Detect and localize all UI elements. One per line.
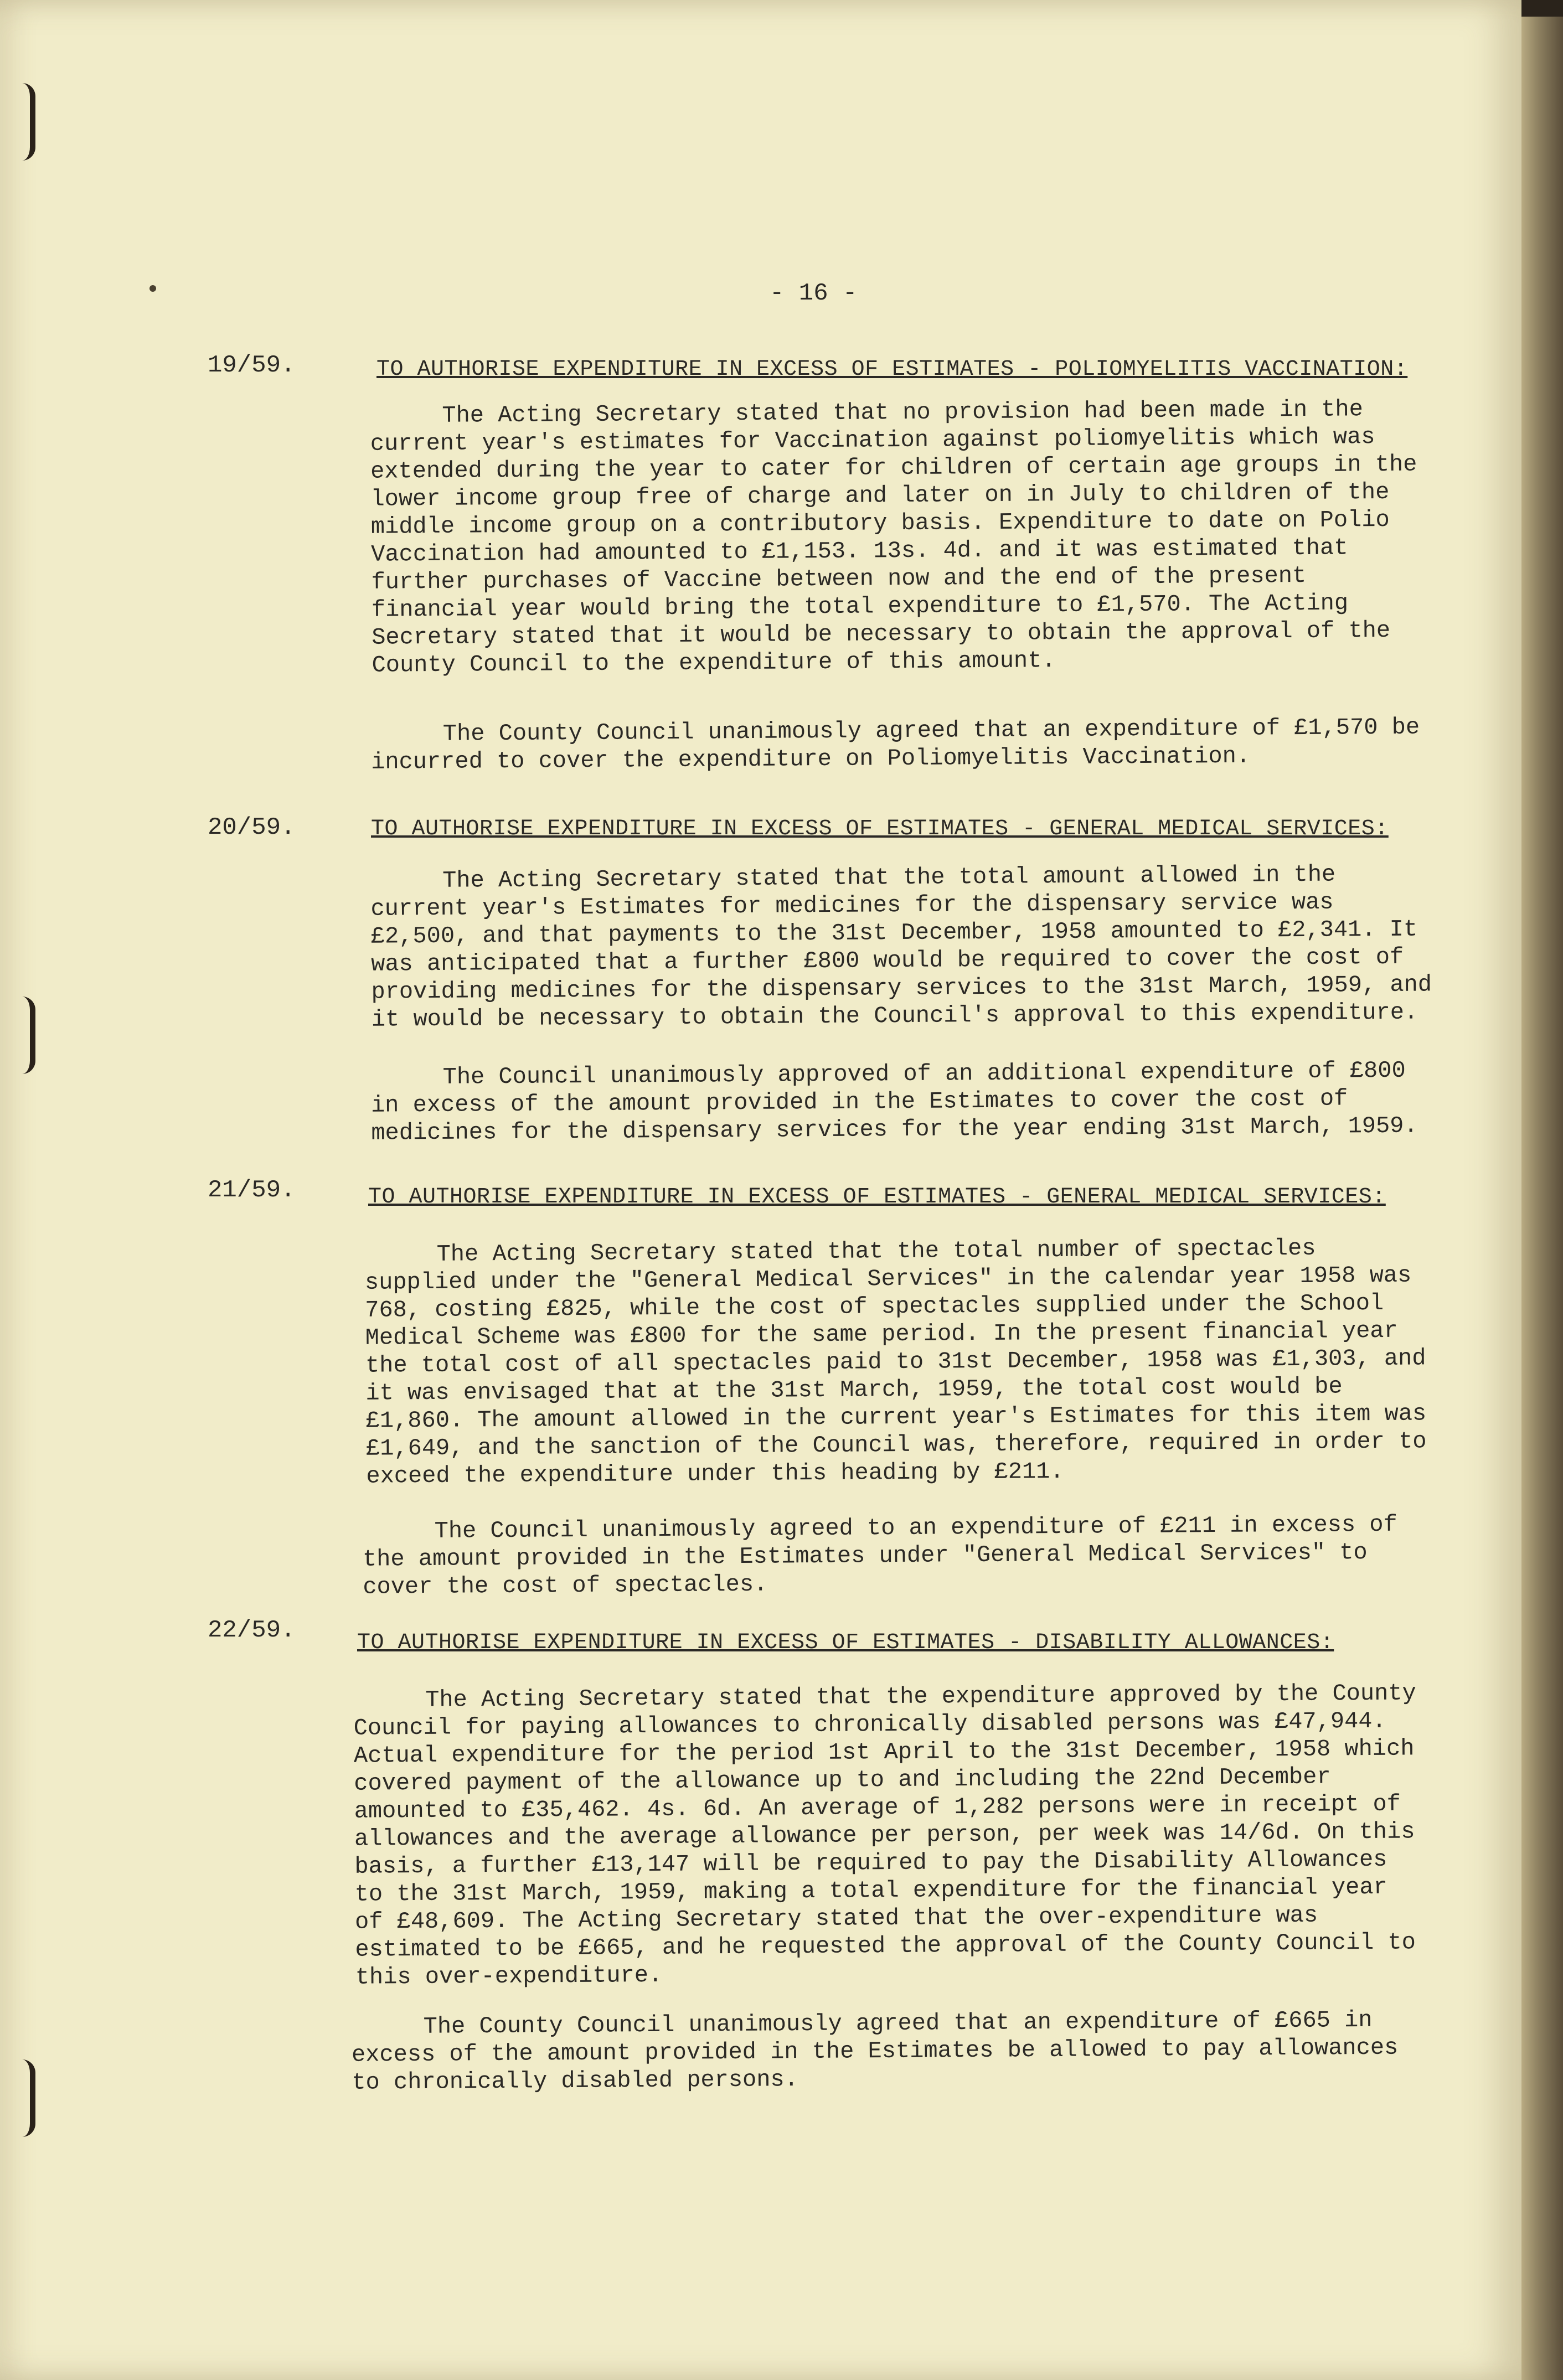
- minute-number: 20/59.: [208, 814, 296, 841]
- minute-paragraph: The Acting Secretary stated that the expenditure approved by the County Council for paying allowances to chronically disabled persons was £47,944. Actual expenditure for the period 1st April to the 31st December, 1958 which covered payment of the allowance up to and including the 22nd December amounted to £35,462. 4s. 6d. An average of 1,282 persons were in receipt of allowances and the average allowance per person, per week was 14/6d. On this basis, a further £13,147 will be required to pay the Disability Allowances to the 31st March, 1959, making a total expenditure for the financial year of £48,609. The Acting Secretary stated that the over-expenditure was estimated to be £665, and he requested the approval of the County Council to this over-expenditure.: [353, 1680, 1416, 1991]
- minute-paragraph: The Council unanimously approved of an additional expenditure of £800 in excess of the amount provided in the Estimates to cover the cost of medicines for the dispensary services for the year ending 31st March, 1959.: [370, 1057, 1418, 1147]
- minute-paragraph: The Acting Secretary stated that the total number of spectacles supplied under the "General Medical Services" in the calendar year 1958 was 768, costing £825, while the cost of spectacles supplied under the School Medical Scheme was £800 for the same period. In the present financial year the total cost of all spectacles paid to 31st December, 1958 was £1,303, and it was envisaged that at the 31st March, 1959, the total cost would be £1,860. The amount allowed in the current year's Estimates for this item was £1,649, and the sanction of the Council was, therefore, required in order to exceed the expenditure under this heading by £211.: [364, 1235, 1427, 1490]
- minute-heading: TO AUTHORISE EXPENDITURE IN EXCESS OF ESTIMATES - POLIOMYELITIS VACCINATION:: [376, 357, 1408, 382]
- minute-paragraph: The Acting Secretary stated that no provision had been made in the current year's estimates for Vaccination against poliomyelitis which was extended during the year to cater for children of certain age groups in the lower income group free of charge and later on in July to children of the middle income group on a contributory basis. Expenditure to date on Polio Vaccination had amounted to £1,153. 13s. 4d. and it was estimated that further purchases of Vaccine between now and the end of the present financial year would bring the total expenditure to £1,570. The Acting Secretary stated that it would be necessary to obtain the approval of the County Council to the expenditure of this amount.: [370, 396, 1417, 679]
- page-edge: [1521, 17, 1563, 2380]
- minute-paragraph: The Acting Secretary stated that the total amount allowed in the current year's Estimates for medicines for the dispensary service was £2,500, and that payments to the 31st December, 1958 amounted to £2,341. It was anticipated that a further £800 would be required to cover the cost of providing medicines for the dispensary services to the 31st March, 1959, and it would be necessary to obtain the Council's approval to this expenditure.: [370, 861, 1432, 1033]
- binding-mark: [22, 2059, 35, 2137]
- binding-mark: [22, 997, 35, 1074]
- minute-paragraph: The Council unanimously agreed to an expenditure of £211 in excess of the amount provided in the Estimates under "General Medical Services" to cover the cost of spectacles.: [362, 1511, 1397, 1601]
- minute-paragraph: The County Council unanimously agreed that an expenditure of £1,570 be incurred to cover the expenditure on Poliomyelitis Vaccination.: [371, 714, 1420, 776]
- page-number: - 16 -: [770, 280, 858, 307]
- ink-spot: [149, 285, 156, 292]
- binding-mark: [22, 83, 35, 161]
- minute-paragraph: The County Council unanimously agreed that an expenditure of £665 in excess of the amount provided in the Estimates be allowed to pay allowances to chronically disabled persons.: [351, 2006, 1399, 2096]
- minute-number: 21/59.: [208, 1176, 296, 1204]
- minute-heading: TO AUTHORISE EXPENDITURE IN EXCESS OF ESTIMATES - DISABILITY ALLOWANCES:: [357, 1630, 1334, 1655]
- minute-heading: TO AUTHORISE EXPENDITURE IN EXCESS OF ESTIMATES - GENERAL MEDICAL SERVICES:: [368, 1185, 1386, 1210]
- minute-heading: TO AUTHORISE EXPENDITURE IN EXCESS OF ESTIMATES - GENERAL MEDICAL SERVICES:: [371, 817, 1389, 841]
- minute-number: 22/59.: [208, 1617, 296, 1644]
- minute-number: 19/59.: [208, 352, 296, 379]
